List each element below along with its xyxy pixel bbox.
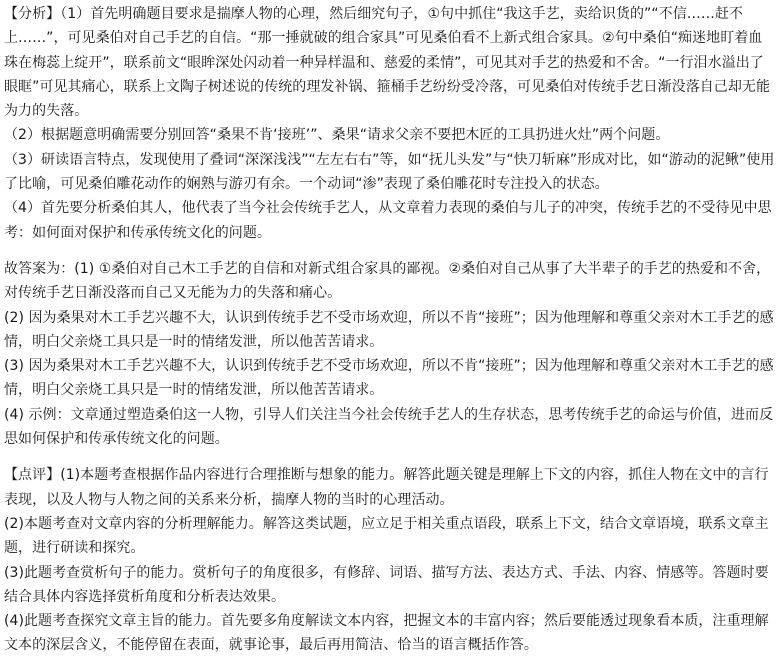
analysis-paragraph-3: （3）研读语言特点，发现使用了叠词“深深浅浅”“左左右右”等，如“抚儿头发”与“快刀斩麻”形成对比，如“游动的泥鳅”使用了比喻，可见桑伯雕花动作的娴熟与游刃有余。一个动词“渗”表现了桑伯雕花时专注投入的状态。 xyxy=(4,151,775,193)
comment-section xyxy=(4,463,776,657)
analysis-paragraph-4: （4）首先要分析桑伯其人，他代表了当今社会传统手艺人，从文章着力表现的桑伯与儿子的冲突，传统手艺的不受待见中思考：如何面对保护和传承传统文化的问题。 xyxy=(4,200,772,241)
analysis-paragraph-2: （2）根据题意明确需要分别回答“桑果不肯‘接班’”、桑果“请求父亲不要把木匠的工具扔进火灶”两个问题。 xyxy=(4,127,670,144)
section-spacer xyxy=(4,245,776,257)
analysis-paragraph-1: 【分析】（1）首先明确题目要求是揣摩人物的心理，然后细究句子，①句中抓住“我这手艺，卖给识货的”“不信……赶不上……”，可见桑伯对自己手艺的自信。“那一捶就破的组合家具”可见桑伯看不上新式组合家具。②句中桑伯“痴迷地盯着血珠在梅蕊上绽开”，联系前文“眼眸深处闪动着一种异样温和、慈爱的柔情”，可见其对手艺的热爱和不舍。“一行泪水溢出了眼眶”可见其痛心，联系上文陶子树述说的传统的理发补锅、箍桶手艺纷纷受冷落，可见桑伯对传统手艺日渐没落自己却无能为力的失落。 xyxy=(4,6,770,120)
section-spacer xyxy=(4,451,776,463)
comment-paragraph-3: (3)此题考查赏析句子的能力。赏析句子的角度很多，有修辞、词语、描写方法、表达方式、手法、内容、情感等。答题时要结合具体内容选择赏析角度和分析表达效果。 xyxy=(4,564,769,605)
analysis-section xyxy=(4,2,776,245)
answer-paragraph-3: (3) 因为桑果对木工手艺兴趣不大，认识到传统手艺不受市场欢迎，所以不肯“接班”；因为他理解和尊重父亲对木工手艺的感情，明白父亲烧工具只是一时的情绪发泄，所以他苦苦请求。 xyxy=(4,358,774,399)
answer-paragraph-2: (2) 因为桑果对木工手艺兴趣不大，认识到传统手艺不受市场欢迎，所以不肯“接班”；因为他理解和尊重父亲对木工手艺的感情，明白父亲烧工具只是一时的情绪发泄，所以他苦苦请求。 xyxy=(4,309,774,350)
answer-paragraph-1: 故答案为：(1) ①桑伯对自己木工手艺的自信和对新式组合家具的鄙视。②桑伯对自己从事了大半辈子的手艺的热爱和不舍，对传统手艺日渐没落而自己又无能为力的失落和痛心。 xyxy=(4,260,771,302)
comment-paragraph-4: (4)此题考查探究文章主旨的能力。首先要多角度解读文本内容，把握文本的丰富内容；然后要能透过现象看本质，注重理解文本的深层含义，不能停留在表面，就事论事，最后再用简洁、恰当的语言概括作答。 xyxy=(4,613,769,654)
comment-paragraph-1: 【点评】(1)本题考查根据作品内容进行合理推断与想象的能力。解答此题关键是理解上下文的内容，抓住人物在文中的言行表现，以及人物与人物之间的关系来分析，揣摩人物的当时的心理活动。 xyxy=(4,467,769,508)
comment-paragraph-2: (2)本题考查对文章内容的分析理解能力。解答这类试题，应立足于相关重点语段，联系上下文，结合文章语境，联系文章主题，进行研读和探究。 xyxy=(4,515,769,557)
answer-section xyxy=(4,257,776,451)
answer-paragraph-4: (4) 示例：文章通过塑造桑伯这一人物，引导人们关注当今社会传统手艺人的生存状态，思考传统手艺的命运与价值，进而反思如何保护和传承传统文化的问题。 xyxy=(4,406,774,448)
